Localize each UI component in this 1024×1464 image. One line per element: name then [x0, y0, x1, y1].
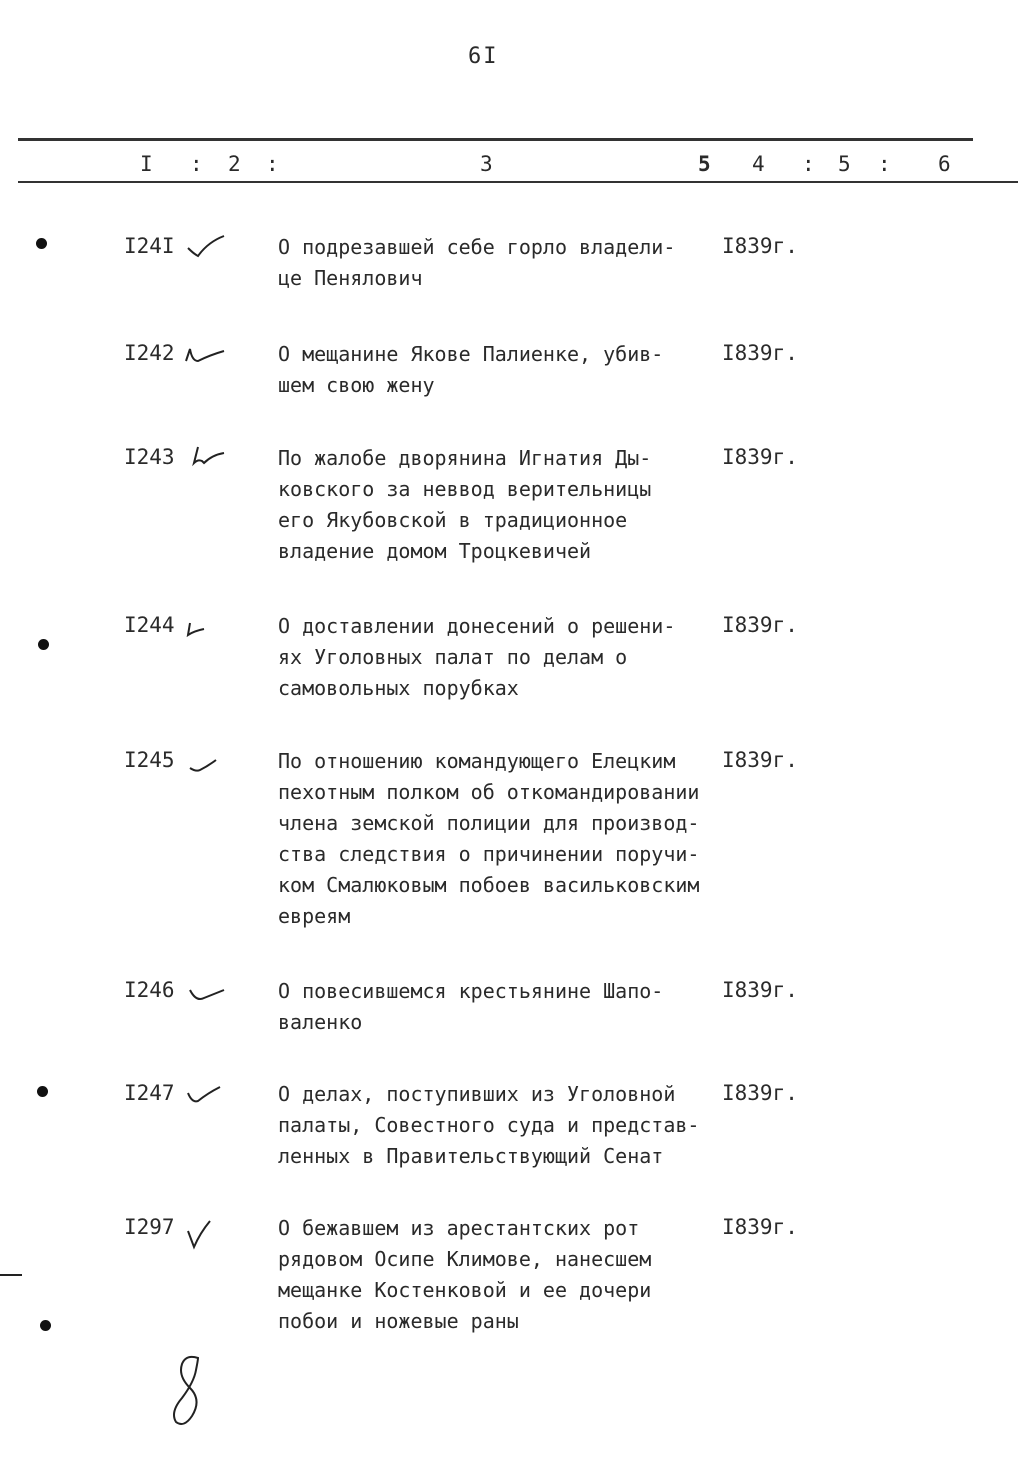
margin-dash: [0, 1274, 22, 1276]
entry-year: I839г.: [722, 978, 798, 1002]
check-mark-icon: [184, 232, 230, 264]
page-number: 6I: [468, 44, 499, 69]
entry-number: I242: [124, 341, 175, 365]
entry-description: О бежавшем из арестантских рот рядовом Осипе Климове, нанесшем мещанке Костенковой и ее дочери побои и ножевые раны: [278, 1216, 652, 1333]
entry-year: I839г.: [722, 1215, 798, 1239]
column-1-label: I: [140, 152, 153, 176]
margin-dot-icon: [40, 1320, 51, 1331]
entry-description: О повесившемся крестьянине Шапо- валенко: [278, 979, 664, 1034]
margin-dot-icon: [37, 1086, 48, 1097]
column-6-label: 6: [938, 152, 951, 176]
column-2-label: 2: [228, 152, 241, 176]
margin-dot-icon: [38, 639, 49, 650]
column-separator: :: [190, 152, 203, 176]
entry-year: I839г.: [722, 613, 798, 637]
margin-dot-icon: [36, 238, 47, 249]
header-rule-top: [18, 138, 973, 141]
entry-description: О делах, поступивших из Уголовной палаты, Совестного суда и представ- ленных в Правительствующий Сенат: [278, 1082, 700, 1168]
column-overstrike-label: 5: [698, 152, 711, 176]
column-separator: :: [266, 152, 279, 176]
entry-number: I244: [124, 613, 175, 637]
entry-description: О мещанине Якове Палиенке, убив- шем свою жену: [278, 342, 664, 397]
check-mark-icon: [184, 1079, 230, 1111]
check-mark-icon: [184, 611, 230, 643]
entry-description: О подрезавшей себе горло владели- це Пенялович: [278, 235, 676, 290]
entry-description: По жалобе дворянина Игнатия Ды- ковского за неввод верительницы его Якубовской в традиционное владение домом Троцкевичей: [278, 446, 652, 563]
check-mark-icon: [184, 443, 230, 475]
entry-year: I839г.: [722, 445, 798, 469]
column-5-label: 5: [838, 152, 851, 176]
entry-description: О доставлении донесений о решени- ях Уголовных палат по делам о самовольных порубках: [278, 614, 676, 700]
entry-year: I839г.: [722, 234, 798, 258]
entry-number: I243: [124, 445, 175, 469]
header-rule-bottom: [18, 181, 1018, 183]
handwritten-note-8: [168, 1352, 208, 1432]
column-4-label: 4: [752, 152, 765, 176]
entry-number: I297: [124, 1215, 175, 1239]
entry-year: I839г.: [722, 341, 798, 365]
entry-number: I246: [124, 978, 175, 1002]
check-mark-icon: [184, 339, 230, 371]
check-mark-icon: [184, 976, 230, 1008]
column-3-label: 3: [480, 152, 493, 176]
entry-year: I839г.: [722, 748, 798, 772]
column-separator: :: [802, 152, 815, 176]
check-mark-icon: [184, 1213, 230, 1253]
entry-description: По отношению командующего Елецким пехотным полком об откомандировании члена земской полиции для производ- ства следствия о причинении поручи- ком Смалюковым побоев васильковским евреям: [278, 749, 700, 928]
entry-number: I247: [124, 1081, 175, 1105]
check-mark-icon: [184, 746, 230, 778]
entry-number: I24I: [124, 234, 175, 258]
entry-year: I839г.: [722, 1081, 798, 1105]
entry-number: I245: [124, 748, 175, 772]
column-separator: :: [878, 152, 891, 176]
